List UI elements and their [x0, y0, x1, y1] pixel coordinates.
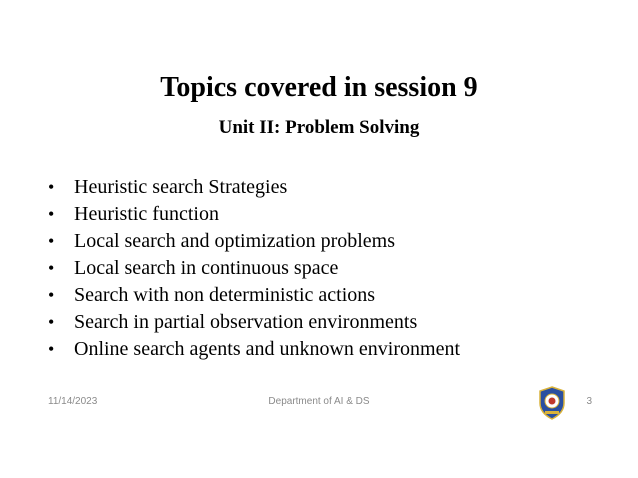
list-item	[48, 201, 460, 228]
topic-text: Search in partial observation environments	[74, 311, 418, 333]
topic-text: Online search agents and unknown environment	[74, 338, 461, 360]
topic-text: Heuristic function	[74, 203, 219, 225]
bullet-icon: •	[48, 231, 55, 251]
list-item	[48, 255, 460, 282]
topic-text: Local search and optimization problems	[74, 230, 396, 252]
list-item	[48, 228, 460, 255]
list-item	[48, 309, 460, 336]
bullet-icon: •	[48, 285, 55, 305]
list-item	[48, 336, 460, 363]
list-item	[48, 174, 460, 201]
bullet-icon: •	[48, 177, 55, 197]
slide-subtitle: Unit II: Problem Solving	[218, 117, 420, 138]
topic-text: Heuristic search Strategies	[74, 176, 288, 198]
footer-date: 11/14/2023	[48, 396, 98, 407]
bullet-icon: •	[48, 339, 55, 359]
footer-department: Department of AI & DS	[268, 396, 370, 407]
topic-text: Local search in continuous space	[74, 257, 339, 279]
list-item	[48, 282, 460, 309]
bullet-icon: •	[48, 258, 55, 278]
college-emblem-icon	[537, 386, 567, 420]
topic-text: Search with non deterministic actions	[74, 284, 376, 306]
page-number: 3	[586, 396, 592, 407]
bullet-icon: •	[48, 312, 55, 332]
topic-list	[48, 174, 460, 363]
slide-title: Topics covered in session 9	[160, 72, 478, 103]
bullet-icon: •	[48, 204, 55, 224]
